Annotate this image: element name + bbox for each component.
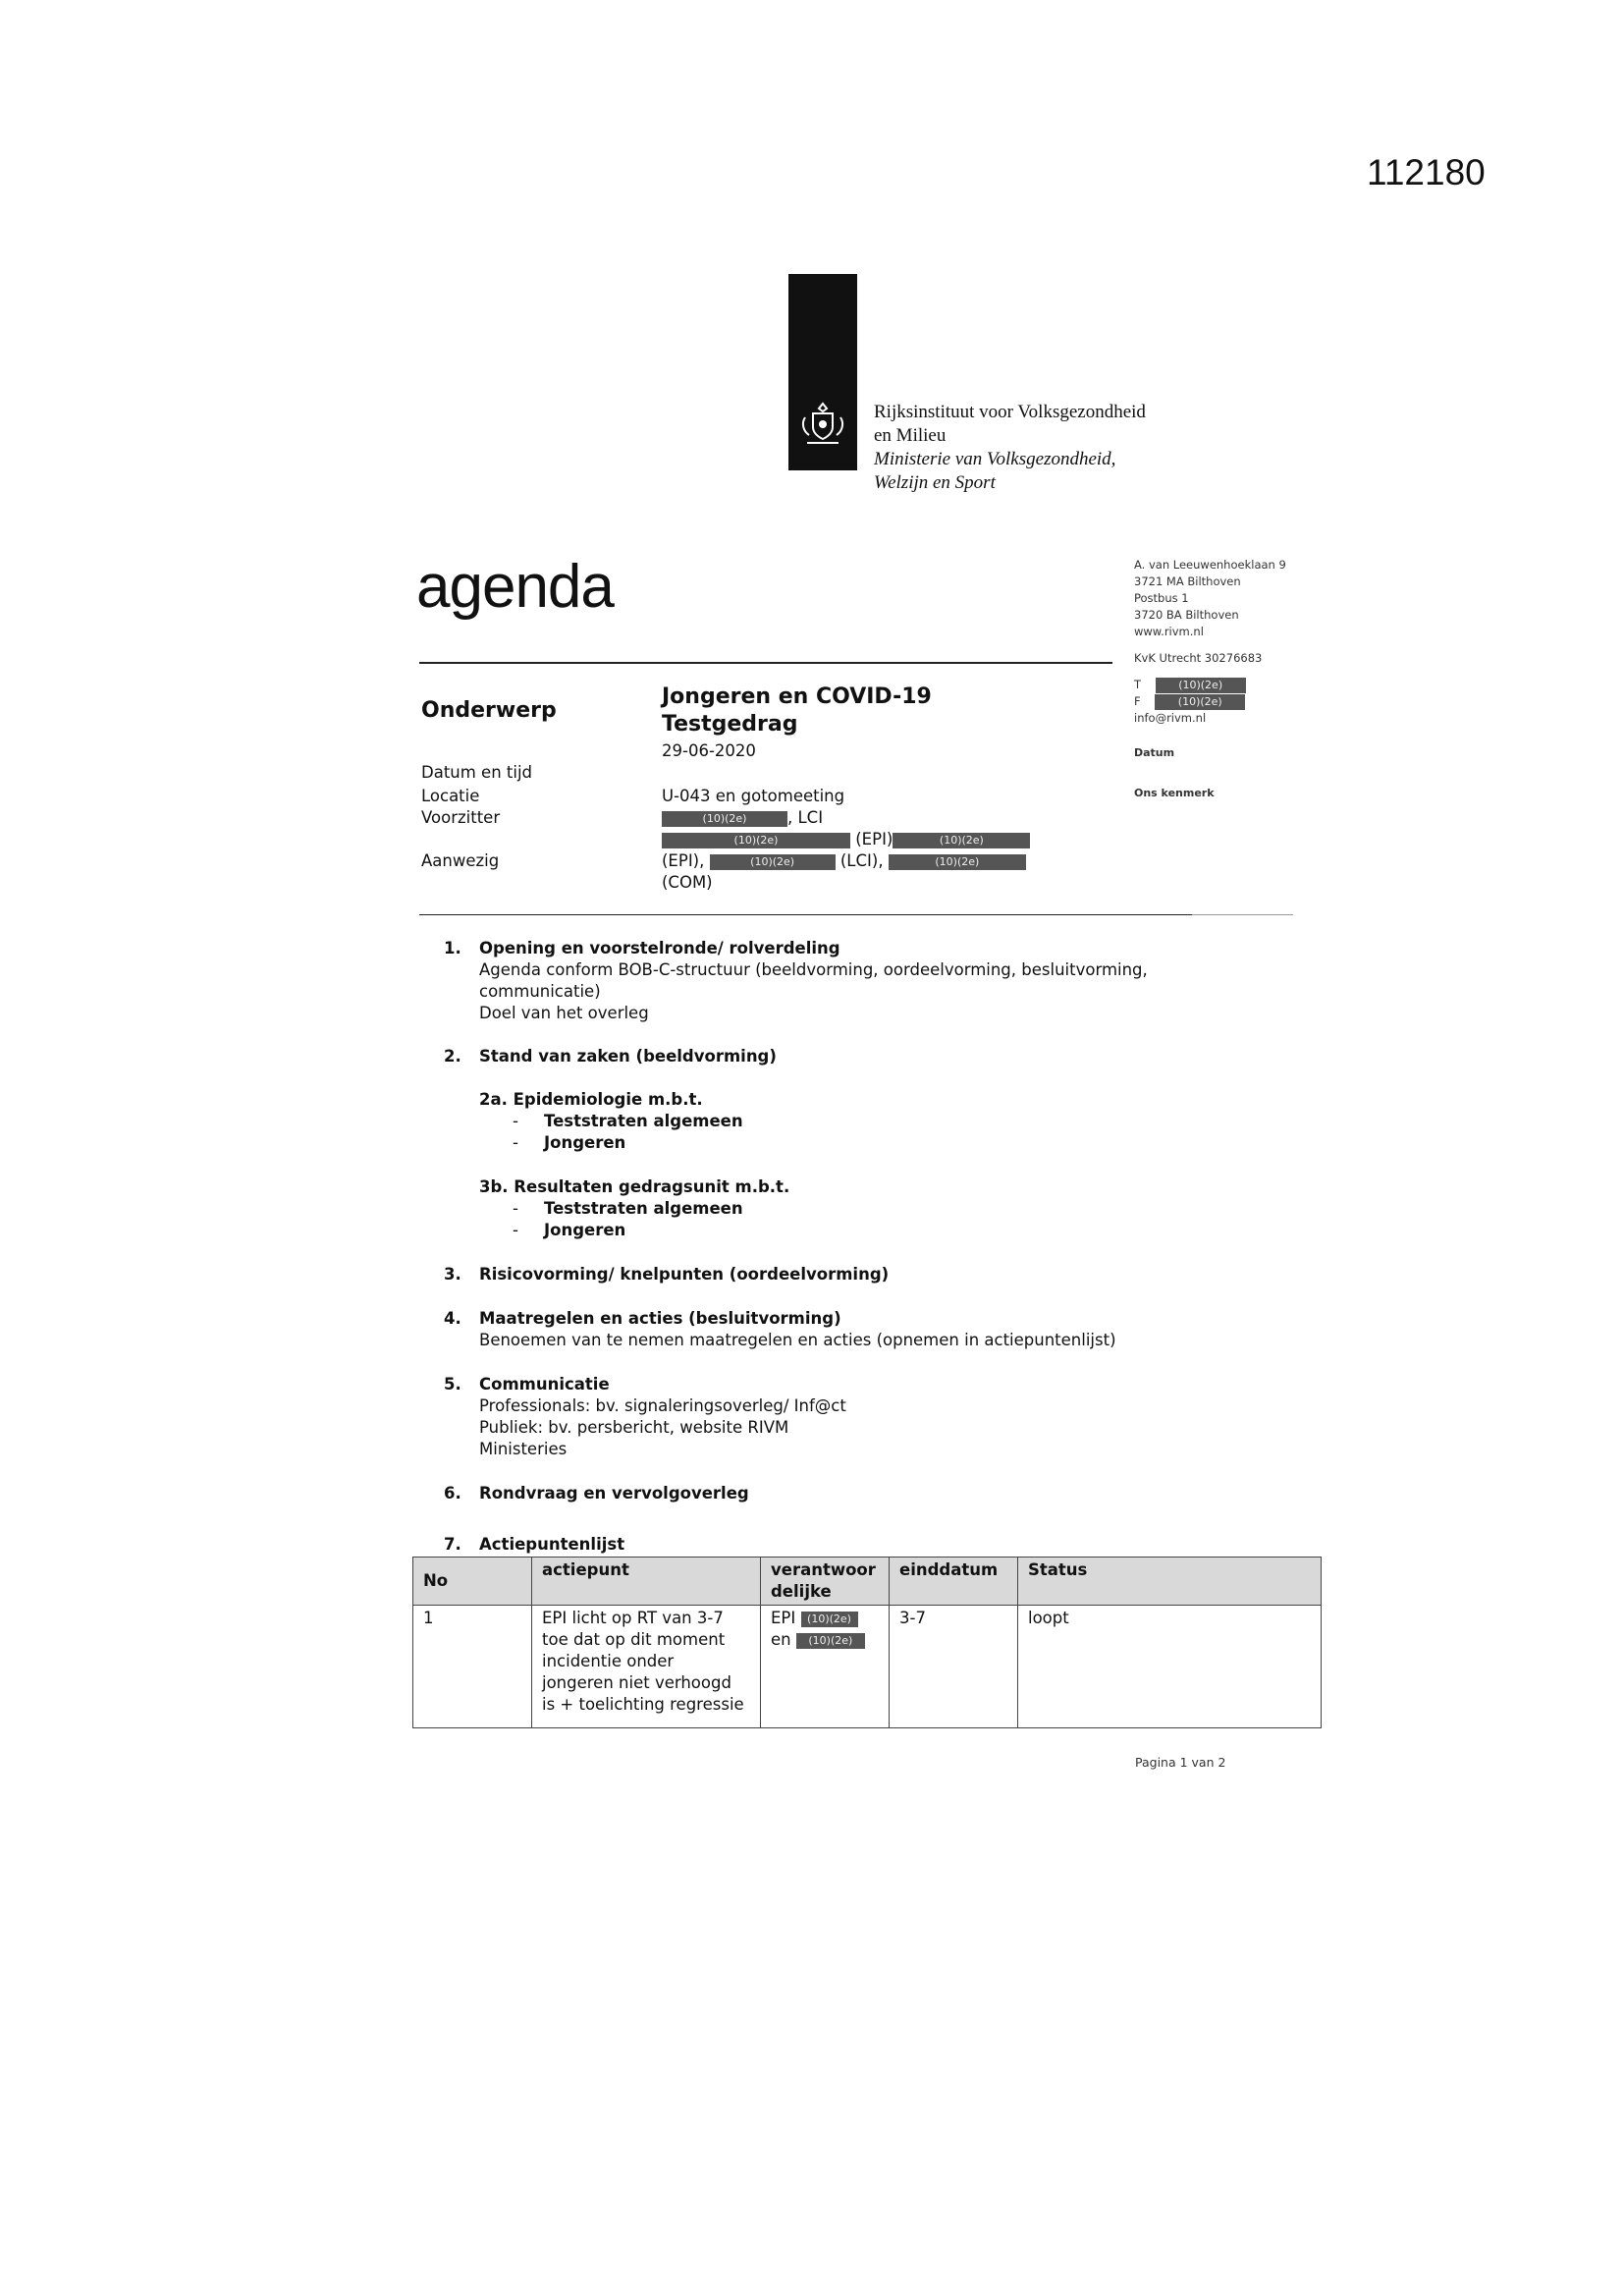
agenda-item-4-line-1: Benoemen van te nemen maatregelen en acties (opnemen in actiepuntenlijst) — [479, 1331, 1116, 1349]
address-fax — [1134, 693, 1286, 710]
present-line-2 — [662, 850, 1026, 872]
cell-status: loopt — [1018, 1606, 1322, 1728]
org-line-4: Welzijn en Sport — [874, 472, 996, 493]
cell-no: 1 — [413, 1606, 532, 1728]
subject-value — [662, 683, 932, 738]
header-no: No — [413, 1558, 532, 1606]
date-label: Datum en tijd — [421, 763, 533, 782]
header-divider — [419, 662, 1112, 664]
subject-line-1: Jongeren en COVID-19 — [662, 684, 932, 709]
redacted-fax: (10)(2e) — [1155, 694, 1245, 710]
agenda-item-3: 3. Risicovorming/ knelpunten (oordeelvorming) — [444, 1265, 890, 1284]
address-phone — [1134, 677, 1286, 693]
cell-verantwoordelijke: EPI (10)(2e) en (10)(2e) — [761, 1606, 890, 1728]
kenmerk-label: Ons kenmerk — [1134, 787, 1215, 799]
address-postbus-postal: 3720 BA Bilthoven — [1134, 608, 1239, 622]
address-postal: 3721 MA Bilthoven — [1134, 574, 1241, 588]
epi-tag-1: (EPI) — [855, 830, 893, 848]
crest-icon — [795, 398, 850, 453]
agenda-item-2a-bullet-2: - Jongeren — [513, 1133, 626, 1152]
cell-einddatum: 3-7 — [890, 1606, 1018, 1728]
agenda-item-2a-bullet-1: - Teststraten algemeen — [513, 1112, 743, 1130]
agenda-item-5-line-2: Publiek: bv. persbericht, website RIVM — [479, 1418, 789, 1437]
datum-label: Datum — [1134, 746, 1175, 759]
org-line-3: Ministerie van Volksgezondheid, — [874, 449, 1116, 469]
org-line-2: en Milieu — [874, 425, 947, 446]
redacted-present-1: (10)(2e) — [662, 833, 850, 848]
meta-divider-tail — [1192, 914, 1293, 915]
address-postbus: Postbus 1 — [1134, 591, 1189, 605]
address-email: info@rivm.nl — [1134, 711, 1207, 725]
redacted-responsible-1: (10)(2e) — [801, 1612, 858, 1627]
action-points-table — [412, 1557, 1322, 1728]
agenda-item-6: 6. Rondvraag en vervolgoverleg — [444, 1484, 749, 1503]
agenda-item-3b: 3b. Resultaten gedragsunit m.b.t. — [479, 1177, 790, 1196]
phone-label: T — [1134, 678, 1142, 691]
fax-label: F — [1134, 694, 1141, 708]
location-label: Locatie — [421, 787, 480, 805]
chair-label: Voorzitter — [421, 808, 501, 827]
redacted-responsible-2: (10)(2e) — [796, 1633, 865, 1649]
organisation-name — [874, 401, 1146, 495]
agenda-item-5-line-1: Professionals: bv. signaleringsoverleg/ Inf@ct — [479, 1396, 846, 1415]
present-line-1 — [662, 829, 1030, 850]
table-row — [413, 1606, 1322, 1728]
agenda-item-1-line-3: Doel van het overleg — [479, 1004, 649, 1022]
page-number: Pagina 1 van 2 — [1135, 1755, 1226, 1770]
address-web: www.rivm.nl — [1134, 625, 1204, 638]
present-label: Aanwezig — [421, 851, 500, 870]
agenda-item-3b-bullet-1: - Teststraten algemeen — [513, 1199, 743, 1218]
com-tag: (COM) — [662, 873, 713, 892]
header-status: Status — [1018, 1558, 1322, 1606]
header-actiepunt: actiepunt — [532, 1558, 761, 1606]
org-line-1: Rijksinstituut voor Volksgezondheid — [874, 402, 1146, 422]
agenda-item-1-line-2: communicatie) — [479, 982, 601, 1001]
location-value: U-043 en gotomeeting — [662, 787, 845, 805]
subject-label: Onderwerp — [421, 698, 557, 723]
agenda-item-5-line-3: Ministeries — [479, 1440, 568, 1458]
document-type-title: agenda — [416, 553, 614, 621]
agenda-item-4: 4. Maatregelen en acties (besluitvorming) — [444, 1309, 841, 1328]
agenda-item-3b-bullet-2: - Jongeren — [513, 1221, 626, 1239]
redacted-present-2: (10)(2e) — [893, 833, 1030, 848]
chair-suffix: , LCI — [787, 808, 824, 827]
document-number: 112180 — [1367, 152, 1486, 192]
redacted-present-4: (10)(2e) — [889, 854, 1026, 870]
meta-divider — [419, 914, 1192, 915]
epi-tag-2: (EPI), — [662, 851, 705, 870]
address-street: A. van Leeuwenhoeklaan 9 — [1134, 558, 1286, 572]
agenda-item-2a: 2a. Epidemiologie m.b.t. — [479, 1090, 703, 1109]
address-kvk: KvK Utrecht 30276683 — [1134, 651, 1263, 665]
government-logo-bar — [788, 274, 857, 470]
agenda-item-1: 1. Opening en voorstelronde/ rolverdeling — [444, 939, 840, 957]
agenda-item-7: 7. Actiepuntenlijst — [444, 1535, 625, 1554]
chair-value — [662, 807, 823, 829]
header-verantwoordelijke: verantwoor delijke — [761, 1558, 890, 1606]
agenda-item-1-line-1: Agenda conform BOB-C-structuur (beeldvorming, oordeelvorming, besluitvorming, — [479, 960, 1148, 979]
header-einddatum: einddatum — [890, 1558, 1018, 1606]
redacted-phone: (10)(2e) — [1156, 678, 1246, 693]
address-block — [1134, 557, 1286, 801]
cell-actiepunt: EPI licht op RT van 3-7 toe dat op dit moment incidentie onder jongeren niet verhoogd is + toelichting regressie — [532, 1606, 761, 1728]
agenda-item-2: 2. Stand van zaken (beeldvorming) — [444, 1047, 777, 1066]
date-value: 29-06-2020 — [662, 741, 756, 760]
agenda-item-5: 5. Communicatie — [444, 1375, 610, 1394]
redacted-present-3: (10)(2e) — [710, 854, 836, 870]
subject-line-2: Testgedrag — [662, 712, 798, 737]
lci-tag: (LCI), — [839, 851, 884, 870]
redacted-chair: (10)(2e) — [662, 811, 787, 827]
table-header-row — [413, 1558, 1322, 1606]
